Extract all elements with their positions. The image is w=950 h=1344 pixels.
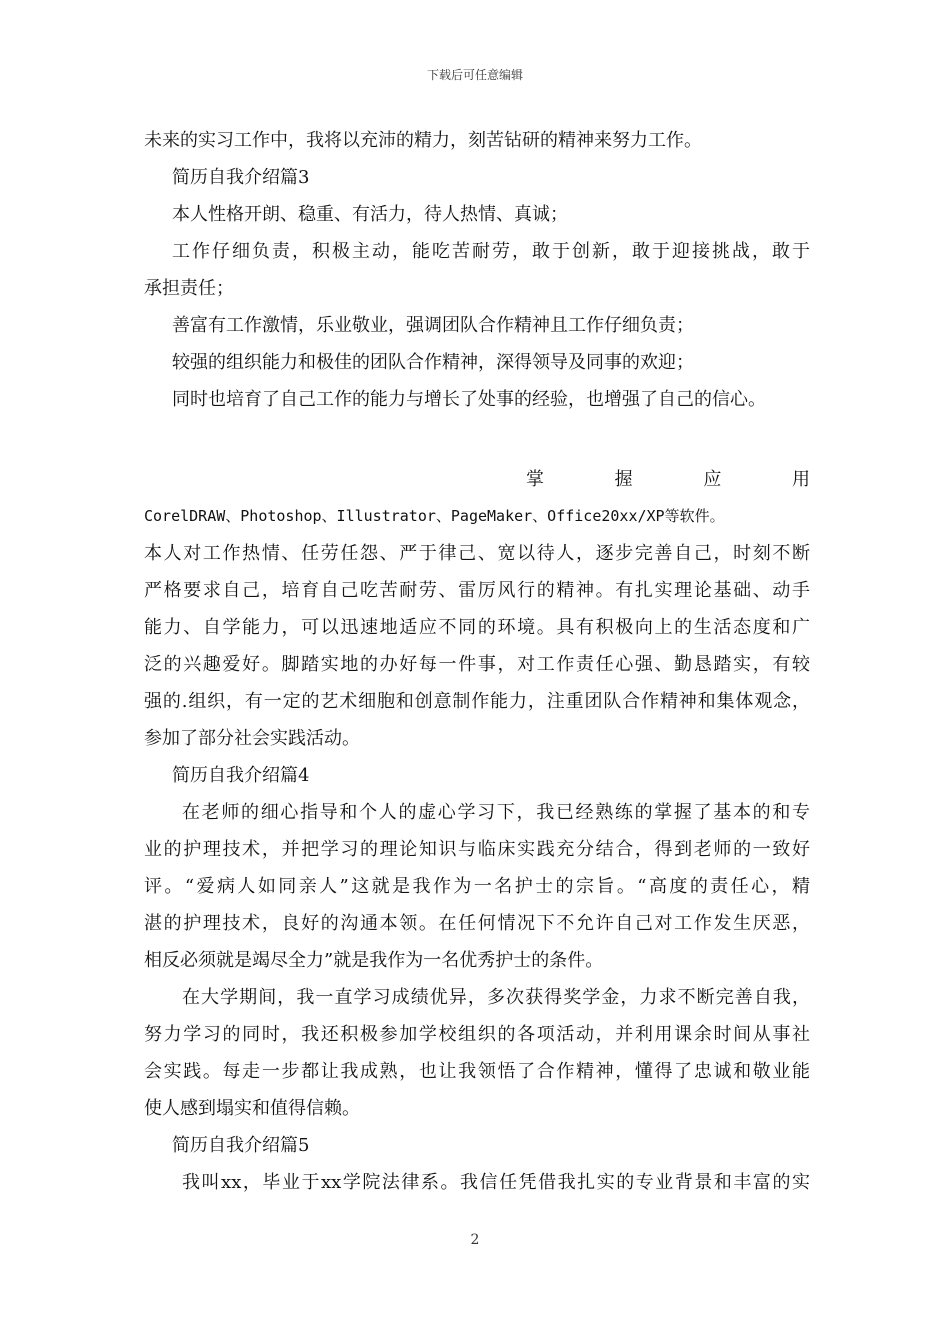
paragraph-line: 本人对工作热情、任劳任怨、严于律己、宽以待人，逐步完善自己，时刻不断 <box>144 543 810 564</box>
section-heading: 简历自我介绍篇4 <box>172 765 310 786</box>
paragraph-line: 较强的组织能力和极佳的团队合作精神，深得领导及同事的欢迎； <box>172 352 694 373</box>
page-number: 2 <box>470 1232 480 1248</box>
page-header: 下载后可任意编辑 <box>426 68 523 82</box>
paragraph-line: 业的护理技术，并把学习的理论知识与临床实践充分结合，得到老师的一致好 <box>144 839 810 860</box>
paragraph-line: 会实践。每走一步都让我成熟，也让我领悟了合作精神，懂得了忠诚和敬业能 <box>144 1061 810 1082</box>
spread-word: 应 <box>703 469 722 490</box>
spread-word: 握 <box>614 469 633 490</box>
paragraph-line: 能力、自学能力，可以迅速地适应不同的环境。具有积极向上的生活态度和广 <box>144 617 810 638</box>
paragraph-line: 严格要求自己，培育自己吃苦耐劳、雷厉风行的精神。有扎实理论基础、动手 <box>144 580 810 601</box>
paragraph-line: 承担责任； <box>144 278 234 299</box>
paragraph-line: 评。“爱病人如同亲人”这就是我作为一名护士的宗旨。“高度的责任心，精 <box>144 876 810 897</box>
paragraph-line: 湛的护理技术，良好的沟通本领。在任何情况下不允许自己对工作发生厌恶， <box>144 913 810 934</box>
paragraph-line: 在大学期间，我一直学习成绩优异，多次获得奖学金，力求不断完善自我， <box>182 987 810 1008</box>
section-heading: 简历自我介绍篇5 <box>172 1135 310 1156</box>
blank-line <box>144 418 810 461</box>
paragraph-line: 本人性格开朗、稳重、有活力，待人热情、真诚； <box>172 204 568 225</box>
paragraph-line: 工作仔细负责，积极主动，能吃苦耐劳，敢于创新，敢于迎接挑战，敢于 <box>172 241 810 262</box>
document-body <box>144 122 810 1201</box>
paragraph-line: 善富有工作激情，乐业敬业，强调团队合作精神且工作仔细负责； <box>172 315 694 336</box>
paragraph-line: 泛的兴趣爱好。脚踏实地的办好每一件事，对工作责任心强、勤恳踏实，有较 <box>144 654 810 675</box>
spread-word: 掌 <box>526 469 544 490</box>
paragraph-line: 在老师的细心指导和个人的虚心学习下，我已经熟练的掌握了基本的和专 <box>182 802 810 823</box>
paragraph-line: 强的.组织，有一定的艺术细胞和创意制作能力，注重团队合作精神和集体观念， <box>144 691 810 712</box>
paragraph-line: 使人感到塌实和值得信赖。 <box>144 1098 360 1119</box>
section-heading: 简历自我介绍篇3 <box>172 167 310 188</box>
paragraph-line: 同时也培育了自己工作的能力与增长了处事的经验，也增强了自己的信心。 <box>172 389 766 410</box>
software-list-line: CorelDRAW、Photoshop、Illustrator、PageMaker、Office20xx/XP等软件。 <box>144 507 725 525</box>
spread-word: 用 <box>791 469 810 490</box>
paragraph-line: 参加了部分社会实践活动。 <box>144 728 360 749</box>
spread-line <box>144 461 810 498</box>
paragraph-line: 未来的实习工作中，我将以充沛的精力，刻苦钻研的精神来努力工作。 <box>144 130 702 151</box>
paragraph-line: 我叫xx，毕业于xx学院法律系。我信任凭借我扎实的专业背景和丰富的实 <box>182 1172 810 1193</box>
paragraph-line: 努力学习的同时，我还积极参加学校组织的各项活动，并利用课余时间从事社 <box>144 1024 810 1045</box>
paragraph-line: 相反必须就是竭尽全力”就是我作为一名优秀护士的条件。 <box>144 950 604 971</box>
